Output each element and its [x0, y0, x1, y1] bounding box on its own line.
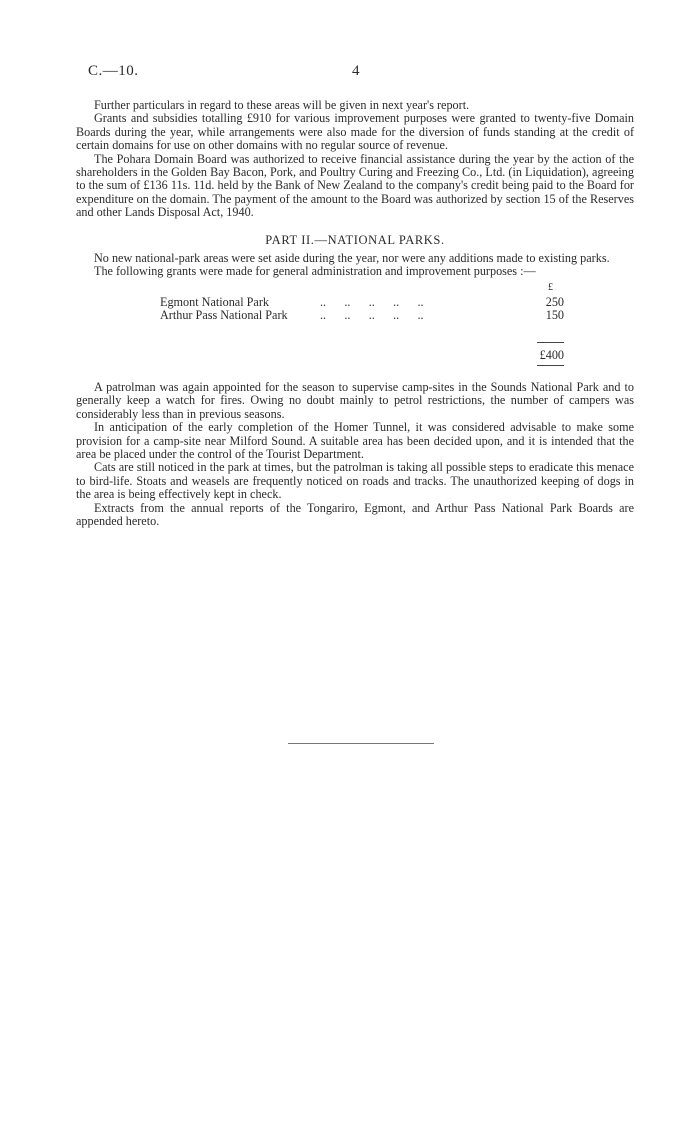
total-rule-top — [537, 342, 564, 343]
paragraph: Extracts from the annual reports of the Tongariro, Egmont, and Arthur Pass National Park Boards are appended hereto. — [76, 500, 634, 529]
document-reference: C.—10. — [88, 63, 139, 79]
paragraph: In anticipation of the early completion of the Homer Tunnel, it was considered advisable to make some provision for a camp-site near Milford Sound. A suitable area has been decided upon, and it is intended that the area be placed under the control of the Tourist Department. — [76, 420, 634, 462]
paragraph: Grants and subsidies totalling £910 for various improvement purposes were granted to twenty-five Domain Boards during the year, while arrangements were also made for the diversion of funds standing at the credit of certain domains for use on other domains with no regular source of revenue. — [76, 111, 634, 153]
paragraph: The Pohara Domain Board was authorized to receive financial assistance during the year by the action of the shareholders in the Golden Bay Bacon, Pork, and Poultry Curing and Freezing Co., Ltd. (in Liquidation), agreeing to the sum of £136 11s. 11d. held by the Bank of New Zealand to the company's credit being paid to the Board for expenditure on the domain. The payment of the amount to the Board was authorized by section 15 of the Reserves and other Lands Disposal Act, 1940. — [76, 151, 634, 220]
paragraph: Further particulars in regard to these areas will be given in next year's report. — [94, 98, 470, 112]
grants-table — [160, 296, 564, 322]
end-divider — [288, 743, 434, 744]
paragraph: Cats are still noticed in the park at times, but the patrolman is taking all possible steps to eradicate this menace to bird-life. Stoats and weasels are frequently noticed on roads and tracks. The unauthorized keeping of dogs in the area is being effectively kept in check. — [76, 460, 634, 502]
table-row — [160, 309, 564, 322]
dot-leader: .. .. .. .. .. — [320, 295, 424, 309]
grant-amount: 250 — [545, 295, 564, 309]
grants-total: £400 — [539, 348, 564, 362]
total-rule-bottom — [537, 365, 564, 366]
part-heading: PART II.—NATIONAL PARKS. — [265, 233, 445, 247]
intro-section — [76, 99, 634, 220]
page-number: 4 — [352, 63, 360, 79]
dot-leader: .. .. .. .. .. — [320, 308, 424, 322]
currency-symbol: £ — [548, 282, 553, 293]
paragraph: No new national-park areas were set aside during the year, nor were any additions made to existing parks. — [94, 251, 610, 265]
parks-intro-section — [76, 252, 634, 279]
park-name: Egmont National Park — [160, 295, 269, 309]
paragraph: The following grants were made for general administration and improvement purposes :— — [94, 264, 536, 279]
paragraph: A patrolman was again appointed for the season to supervise camp-sites in the Sounds National Park and to generally keep a watch for fires. Owing no doubt mainly to petrol restrictions, the number of campers was considerably less than in previous seasons. — [76, 380, 634, 421]
grant-amount: 150 — [545, 308, 564, 322]
closing-section — [76, 381, 634, 528]
park-name: Arthur Pass National Park — [160, 308, 288, 322]
